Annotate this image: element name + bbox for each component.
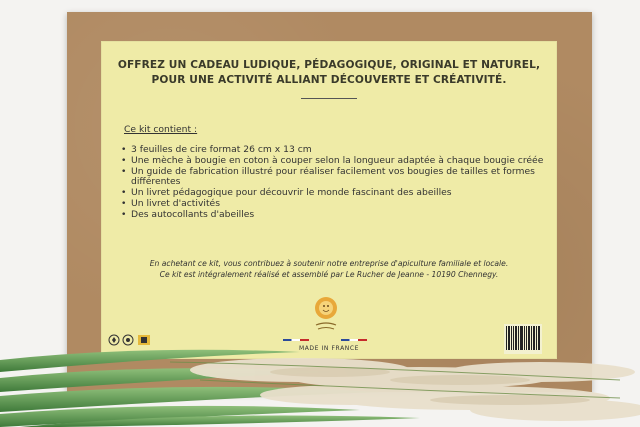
- list-item: • Un guide de fabrication illustré pour réaliser facilement vos bougies de tailles et formes différentes: [119, 167, 549, 189]
- headline-line-1: OFFREZ UN CADEAU LUDIQUE, PÉDAGOGIQUE, ORIGINAL ET NATUREL,: [117, 59, 541, 71]
- list-item: • 3 feuilles de cire format 26 cm x 13 cm: [119, 145, 549, 156]
- note-line-2: Ce kit est intégralement réalisé et assemblé par Le Rucher de Jeanne - 10190 Chennegy.: [159, 269, 499, 279]
- headline-line-2: POUR UNE ACTIVITÉ ALLIANT DÉCOUVERTE ET CRÉATIVITÉ.: [151, 74, 507, 86]
- list-item: • Un livret d'activités: [119, 199, 549, 210]
- made-in-france: MADE IN FRANCE: [298, 345, 360, 352]
- list-item: • Un livret pédagogique pour découvrir le monde fascinant des abeilles: [119, 188, 549, 199]
- list-item: • Une mèche à bougie en coton à couper selon la longueur adaptée à chaque bougie créée: [119, 156, 549, 167]
- list-item: • Des autocollants d'abeilles: [119, 210, 549, 221]
- note-line-1: En achetant ce kit, vous contribuez à soutenir notre entreprise d'apiculture familiale et locale.: [149, 259, 509, 268]
- kit-title: Ce kit contient :: [124, 124, 198, 135]
